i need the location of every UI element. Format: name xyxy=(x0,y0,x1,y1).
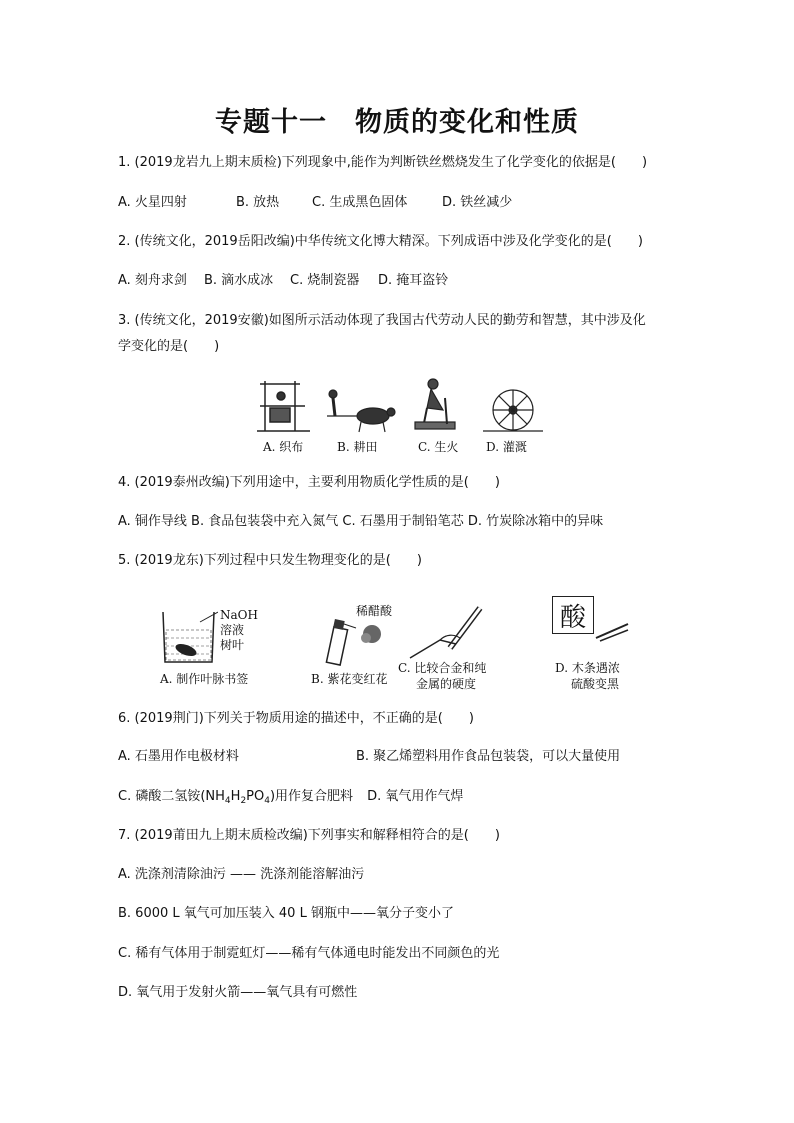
option-d: D. 掩耳盗铃 xyxy=(378,273,449,288)
option-c: C. 生成黑色固体 xyxy=(312,195,408,210)
beaker-illustration xyxy=(160,608,218,666)
leaf-label: 树叶 xyxy=(220,638,245,652)
question-7-option-d: D. 氧气用于发射火箭——氧气具有可燃性 xyxy=(118,985,358,1000)
spray-bottle-illustration xyxy=(322,614,392,666)
question-5-stem: 5. (2019龙东)下列过程中只发生物理变化的是( ) xyxy=(118,553,422,568)
q5-fig-a-labels xyxy=(220,608,258,653)
page-title: 专题十一 物质的变化和性质 xyxy=(215,107,579,138)
question-4-options: A. 铜作导线 B. 食品包装袋中充入氮气 C. 石墨用于制铅笔芯 D. 竹炭除冰箱中的异味 xyxy=(118,514,604,529)
q5-caption-c-line2: 金属的硬度 xyxy=(416,677,477,691)
question-2-stem: 2. (传统文化，2019岳阳改编)中华传统文化博大精深。下列成语中涉及化学变化的是( ) xyxy=(118,234,643,249)
q3-caption-c: C. 生火 xyxy=(418,440,459,454)
q3-figure xyxy=(255,376,545,438)
q5-caption-a: A. 制作叶脉书签 xyxy=(160,672,249,686)
metal-scratch-illustration xyxy=(400,600,490,662)
solution-label: 溶液 xyxy=(220,623,245,637)
question-7-option-a: A. 洗涤剂清除油污 —— 洗涤剂能溶解油污 xyxy=(118,867,365,882)
option-c: C. 磷酸二氢铵$(NH_4H_2PO_4)$用作复合肥料 xyxy=(118,789,354,806)
question-7-stem: 7. (2019莆田九上期末质检改编)下列事实和解释相符合的是( ) xyxy=(118,828,500,843)
option-d: D. 铁丝减少 xyxy=(442,195,513,210)
option-b: B. 聚乙烯塑料用作食品包装袋，可以大量使用 xyxy=(356,749,621,764)
question-6-stem: 6. (2019荆门)下列关于物质用途的描述中，不正确的是( ) xyxy=(118,711,474,726)
wood-stick-illustration xyxy=(594,620,630,642)
q5-caption-c-line1: C. 比较合金和纯 xyxy=(398,661,487,675)
naoh-label: NaOH xyxy=(220,608,258,622)
option-d: D. 氧气用作气焊 xyxy=(367,789,464,804)
question-1-options xyxy=(118,194,512,212)
q3-caption-a: A. 织布 xyxy=(263,440,304,454)
option-a: A. 刻舟求剑 xyxy=(118,273,187,288)
q3-caption-d: D. 灌溉 xyxy=(486,440,527,454)
question-1-stem: 1. (2019龙岩九上期末质检)下列现象中,能作为判断铁丝燃烧发生了化学变化的依据是( ) xyxy=(118,155,648,170)
q5-caption-b: B. 紫花变红花 xyxy=(311,672,388,686)
question-7-option-c: C. 稀有气体用于制霓虹灯——稀有气体通电时能发出不同颜色的光 xyxy=(118,946,500,961)
option-b: B. 滴水成冰 xyxy=(204,273,274,288)
option-a: A. 火星四射 xyxy=(118,195,187,210)
waterwheel-illustration xyxy=(483,390,543,431)
question-6-options-ab xyxy=(118,748,620,766)
acid-label-card: 酸 xyxy=(552,596,594,634)
loom-illustration xyxy=(257,381,310,431)
option-c: C. 烧制瓷器 xyxy=(290,273,360,288)
q5-fig-b-label: 稀醋酸 xyxy=(356,604,393,618)
question-7-option-b: B. 6000 L 氧气可加压装入 40 L 钢瓶中——氧分子变小了 xyxy=(118,906,454,921)
q5-caption-d xyxy=(555,660,620,692)
option-b: B. 放热 xyxy=(236,195,280,210)
plowing-illustration xyxy=(327,390,395,432)
q5-caption-d-line2: 硫酸变黑 xyxy=(571,677,620,691)
question-6-options-cd xyxy=(118,788,463,806)
fire-making-illustration xyxy=(415,379,455,429)
question-3-stem-line2: 学变化的是( ) xyxy=(118,339,220,354)
q5-caption-c xyxy=(398,660,486,692)
question-3-stem-line1: 3. (传统文化，2019安徽)如图所示活动体现了我国古代劳动人民的勤劳和智慧，其中涉及化 xyxy=(118,313,646,328)
option-a: A. 石墨用作电极材料 xyxy=(118,749,239,764)
question-2-options xyxy=(118,272,448,290)
question-4-stem: 4. (2019泰州改编)下列用途中，主要利用物质化学性质的是( ) xyxy=(118,475,500,490)
q5-caption-d-line1: D. 木条遇浓 xyxy=(555,661,620,675)
q3-caption-b: B. 耕田 xyxy=(337,440,378,454)
